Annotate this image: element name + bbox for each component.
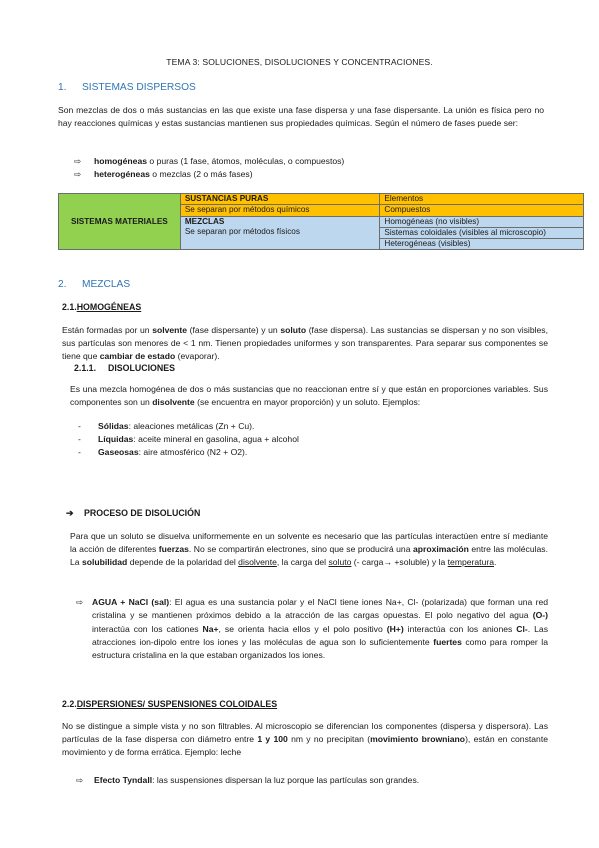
dissolution-process-heading: ➔ PROCESO DE DISOLUCIÓN (66, 507, 200, 520)
pure-substances-cell: SUSTANCIAS PURAS (180, 194, 380, 205)
section-1-intro: Son mezclas de dos o más sustancias en las que existe una fase dispersa y una fase dispersante. La unión es física pero no hay reacciones químicas y estas sustancias mantienen sus propiedades químicas. Según el número de fases puede ser: (58, 105, 544, 128)
list-item: - Sólidas: aleaciones metálicas (Zn + Cu). (78, 421, 255, 431)
list-item: ⇨ homogéneas o puras (1 fase, átomos, moléculas, o compuestos) (74, 156, 345, 166)
tyndall-effect: Efecto Tyndall: las suspensiones dispersan la luz porque las partículas son grandes. (94, 775, 420, 785)
water-salt-paragraph: AGUA + NaCl (sal): El agua es una sustancia polar y el NaCl tiene iones Na+, Cl- (polarizada) que forman una red cristalina y se mantienen próximos debido a la atracción de las cargas opuestas. El polo negativo del agua (O-) interactúa con los cationes Na+, se orienta hacia ellos y el polo positivo (H+) interactúa con los aniones Cl-. Las atracciones ion-dipolo entre los iones y las moléculas de agua son lo suficientemente fuertes como para romper la estructura cristalina en la que estaban organizados los iones. (92, 597, 549, 661)
table-cell: Compuestos (380, 205, 584, 216)
examples-list (74, 420, 534, 459)
list-item: - Líquidas: aceite mineral en gasolina, agua + alcohol (78, 433, 299, 444)
colloids-paragraph: No se distingue a simple vista y no son filtrables. Al microscopio se diferencian los componentes (dispersa y dispersora). Las partículas de la fase dispersa con diámetro entre 1 y 100 nm y no precipitan (movimiento browniano), están en constante movimiento y de forma errática. Ejemplo: leche (62, 721, 548, 757)
systems-cell: SISTEMAS MATERIALES (59, 194, 181, 250)
list-item: ⇨ heterogéneas o mezclas (2 o más fases) (74, 168, 253, 179)
list-item: - Gaseosas: aire atmosférico (N2 + O2). (78, 446, 248, 457)
subsection-2-1-1-heading: 2.1.1. DISOLUCIONES (74, 363, 175, 373)
material-systems-table (58, 193, 584, 250)
solutions-paragraph: Es una mezcla homogénea de dos o más sustancias que no reaccionan entre sí y que están en proporciones variables. Sus componentes son un disolvente (se encuentra en mayor proporción) y un soluto. Ejemplos: (70, 384, 548, 407)
section-2-heading: 2. MEZCLAS (58, 279, 131, 290)
table-cell: Homogéneas (no visibles) (380, 216, 584, 227)
arrow-icon: ➔ (66, 508, 74, 518)
pure-method-cell: Se separan por métodos químicos (180, 205, 380, 216)
table-cell: Elementos (380, 194, 584, 205)
arrow-icon: ⇨ (76, 597, 84, 607)
subsection-2-1-heading: 2.1.HOMOGÉNEAS (62, 302, 142, 312)
table-cell: Sistemas coloidales (visibles al microscopio) (380, 227, 584, 238)
dissolution-paragraph: Para que un soluto se disuelva uniformemente en un solvente es necesario que las partículas interactúen entre sí mediante la acción de diferentes fuerzas. No se compartirán electrones, sino que se producirá una aproximación entre las moléculas. La solubilidad depende de la polaridad del disolvente, la carga del soluto (- carga→ +soluble) y la temperatura. (70, 531, 548, 567)
document-title: TEMA 3: SOLUCIONES, DISOLUCIONES Y CONCENTRACIONES. (166, 57, 433, 67)
table-cell: Heterogéneas (visibles) (380, 239, 584, 250)
phase-list (70, 155, 550, 181)
section-1-heading: 1. SISTEMAS DISPERSOS (58, 82, 196, 93)
subsection-2-2-heading: 2.2.DISPERSIONES/ SUSPENSIONES COLOIDALES (62, 699, 278, 709)
homogeneous-paragraph: Están formadas por un solvente (fase dispersante) y un soluto (fase dispersa). Las sustancias se dispersan y no son visibles, sus partículas son menores de < 1 nm. Tienen propiedades uniformes y son transparentes. Para separar sus componentes se tiene que cambiar de estado (evaporar). (62, 325, 548, 361)
mixtures-cell: MEZCLAS Se separan por métodos físicos (180, 216, 380, 250)
arrow-icon: ⇨ (76, 775, 84, 785)
